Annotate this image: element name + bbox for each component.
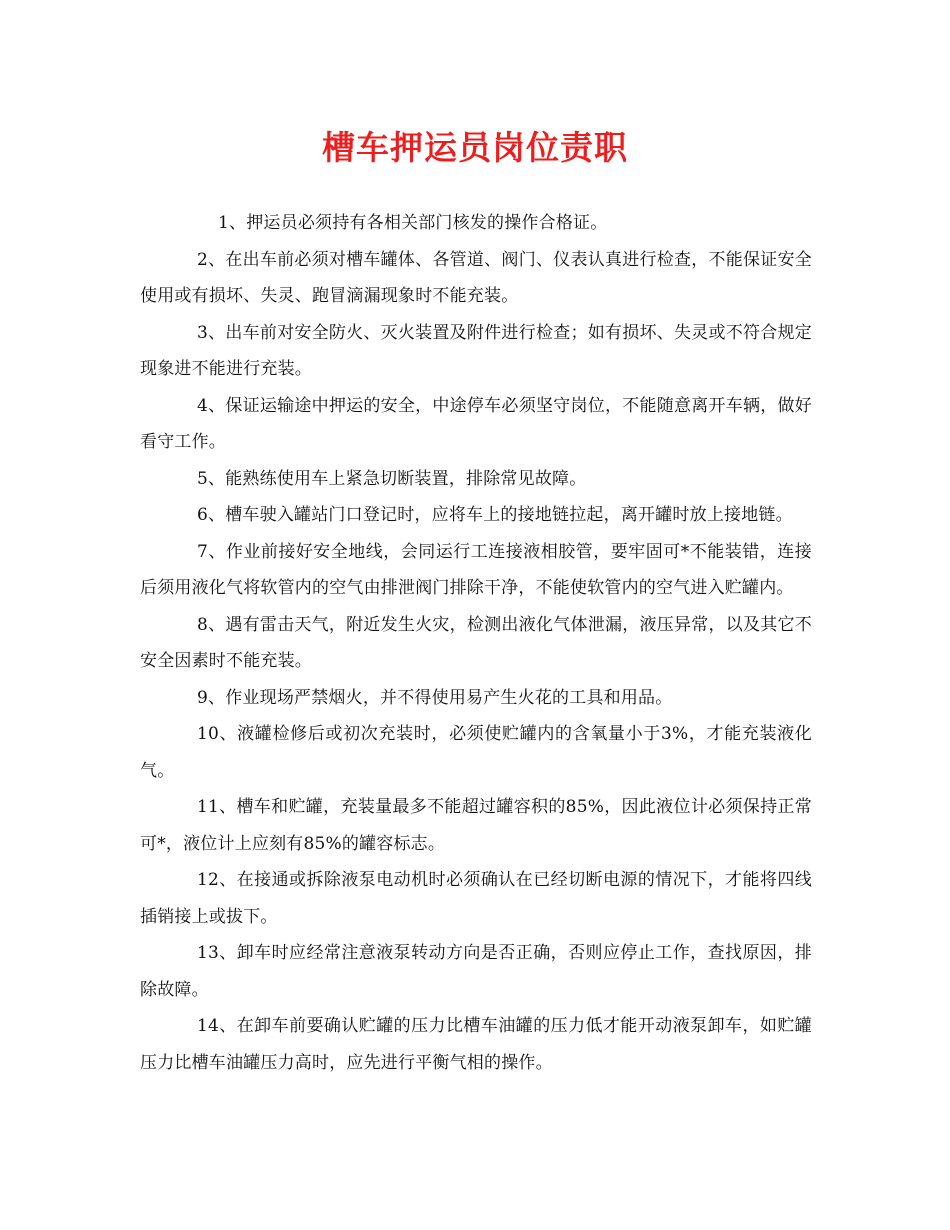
paragraph-2: 2、在出车前必须对槽车罐体、各管道、阀门、仪表认真进行检查，不能保证安全使用或有损坏、失灵、跑冒滴漏现象时不能充装。 [140,249,812,306]
paragraph-6: 6、槽车驶入罐站门口登记时，应将车上的接地链拉起，离开罐时放上接地链。 [197,505,793,525]
paragraph-9: 9、作业现场严禁烟火，并不得使用易产生火花的工具和用品。 [197,687,673,708]
paragraph-13: 13、卸车时应经常注意液泵转动方向是否正确，否则应停止工作，查找原因，排除故障。 [140,943,812,1000]
paragraph-10: 10、液罐检修后或初次充装时，必须使贮罐内的含氧量小于3%，才能充装液化气。 [140,724,812,781]
paragraph-7: 7、作业前接好安全地线，会同运行工连接液相胶管，要牢固可*不能装错，连接后须用液化气将软管内的空气由排泄阀门排除干净，不能使软管内的空气进入贮罐内。 [140,541,812,598]
page-title: 槽车押运员岗位责职 [322,128,628,167]
paragraph-14: 14、在卸车前要确认贮罐的压力比槽车油罐的压力低才能开动液泵卸车，如贮罐压力比槽车油罐压力高时，应先进行平衡气相的操作。 [140,1016,812,1073]
paragraph-1: 1、押运员必须持有各相关部门核发的操作合格证。 [218,213,608,233]
paragraph-3: 3、出车前对安全防火、灭火装置及附件进行检查；如有损坏、失灵或不符合规定现象进不能进行充装。 [140,322,812,379]
document-body [140,205,812,1081]
paragraph-8: 8、遇有雷击天气，附近发生火灾，检测出液化气体泄漏，液压异常，以及其它不安全因素时不能充装。 [140,614,812,671]
paragraph-5: 5、能熟练使用车上紧急切断装置，排除常见故障。 [197,468,587,489]
paragraph-4: 4、保证运输途中押运的安全，中途停车必须坚守岗位，不能随意离开车辆，做好看守工作。 [140,395,812,452]
paragraph-11: 11、槽车和贮罐，充装量最多不能超过罐容积的85%，因此液位计必须保持正常可*，液位计上应刻有85%的罐容标志。 [140,797,812,854]
paragraph-12: 12、在接通或拆除液泵电动机时必须确认在已经切断电源的情况下，才能将四线插销接上或拔下。 [140,870,812,927]
